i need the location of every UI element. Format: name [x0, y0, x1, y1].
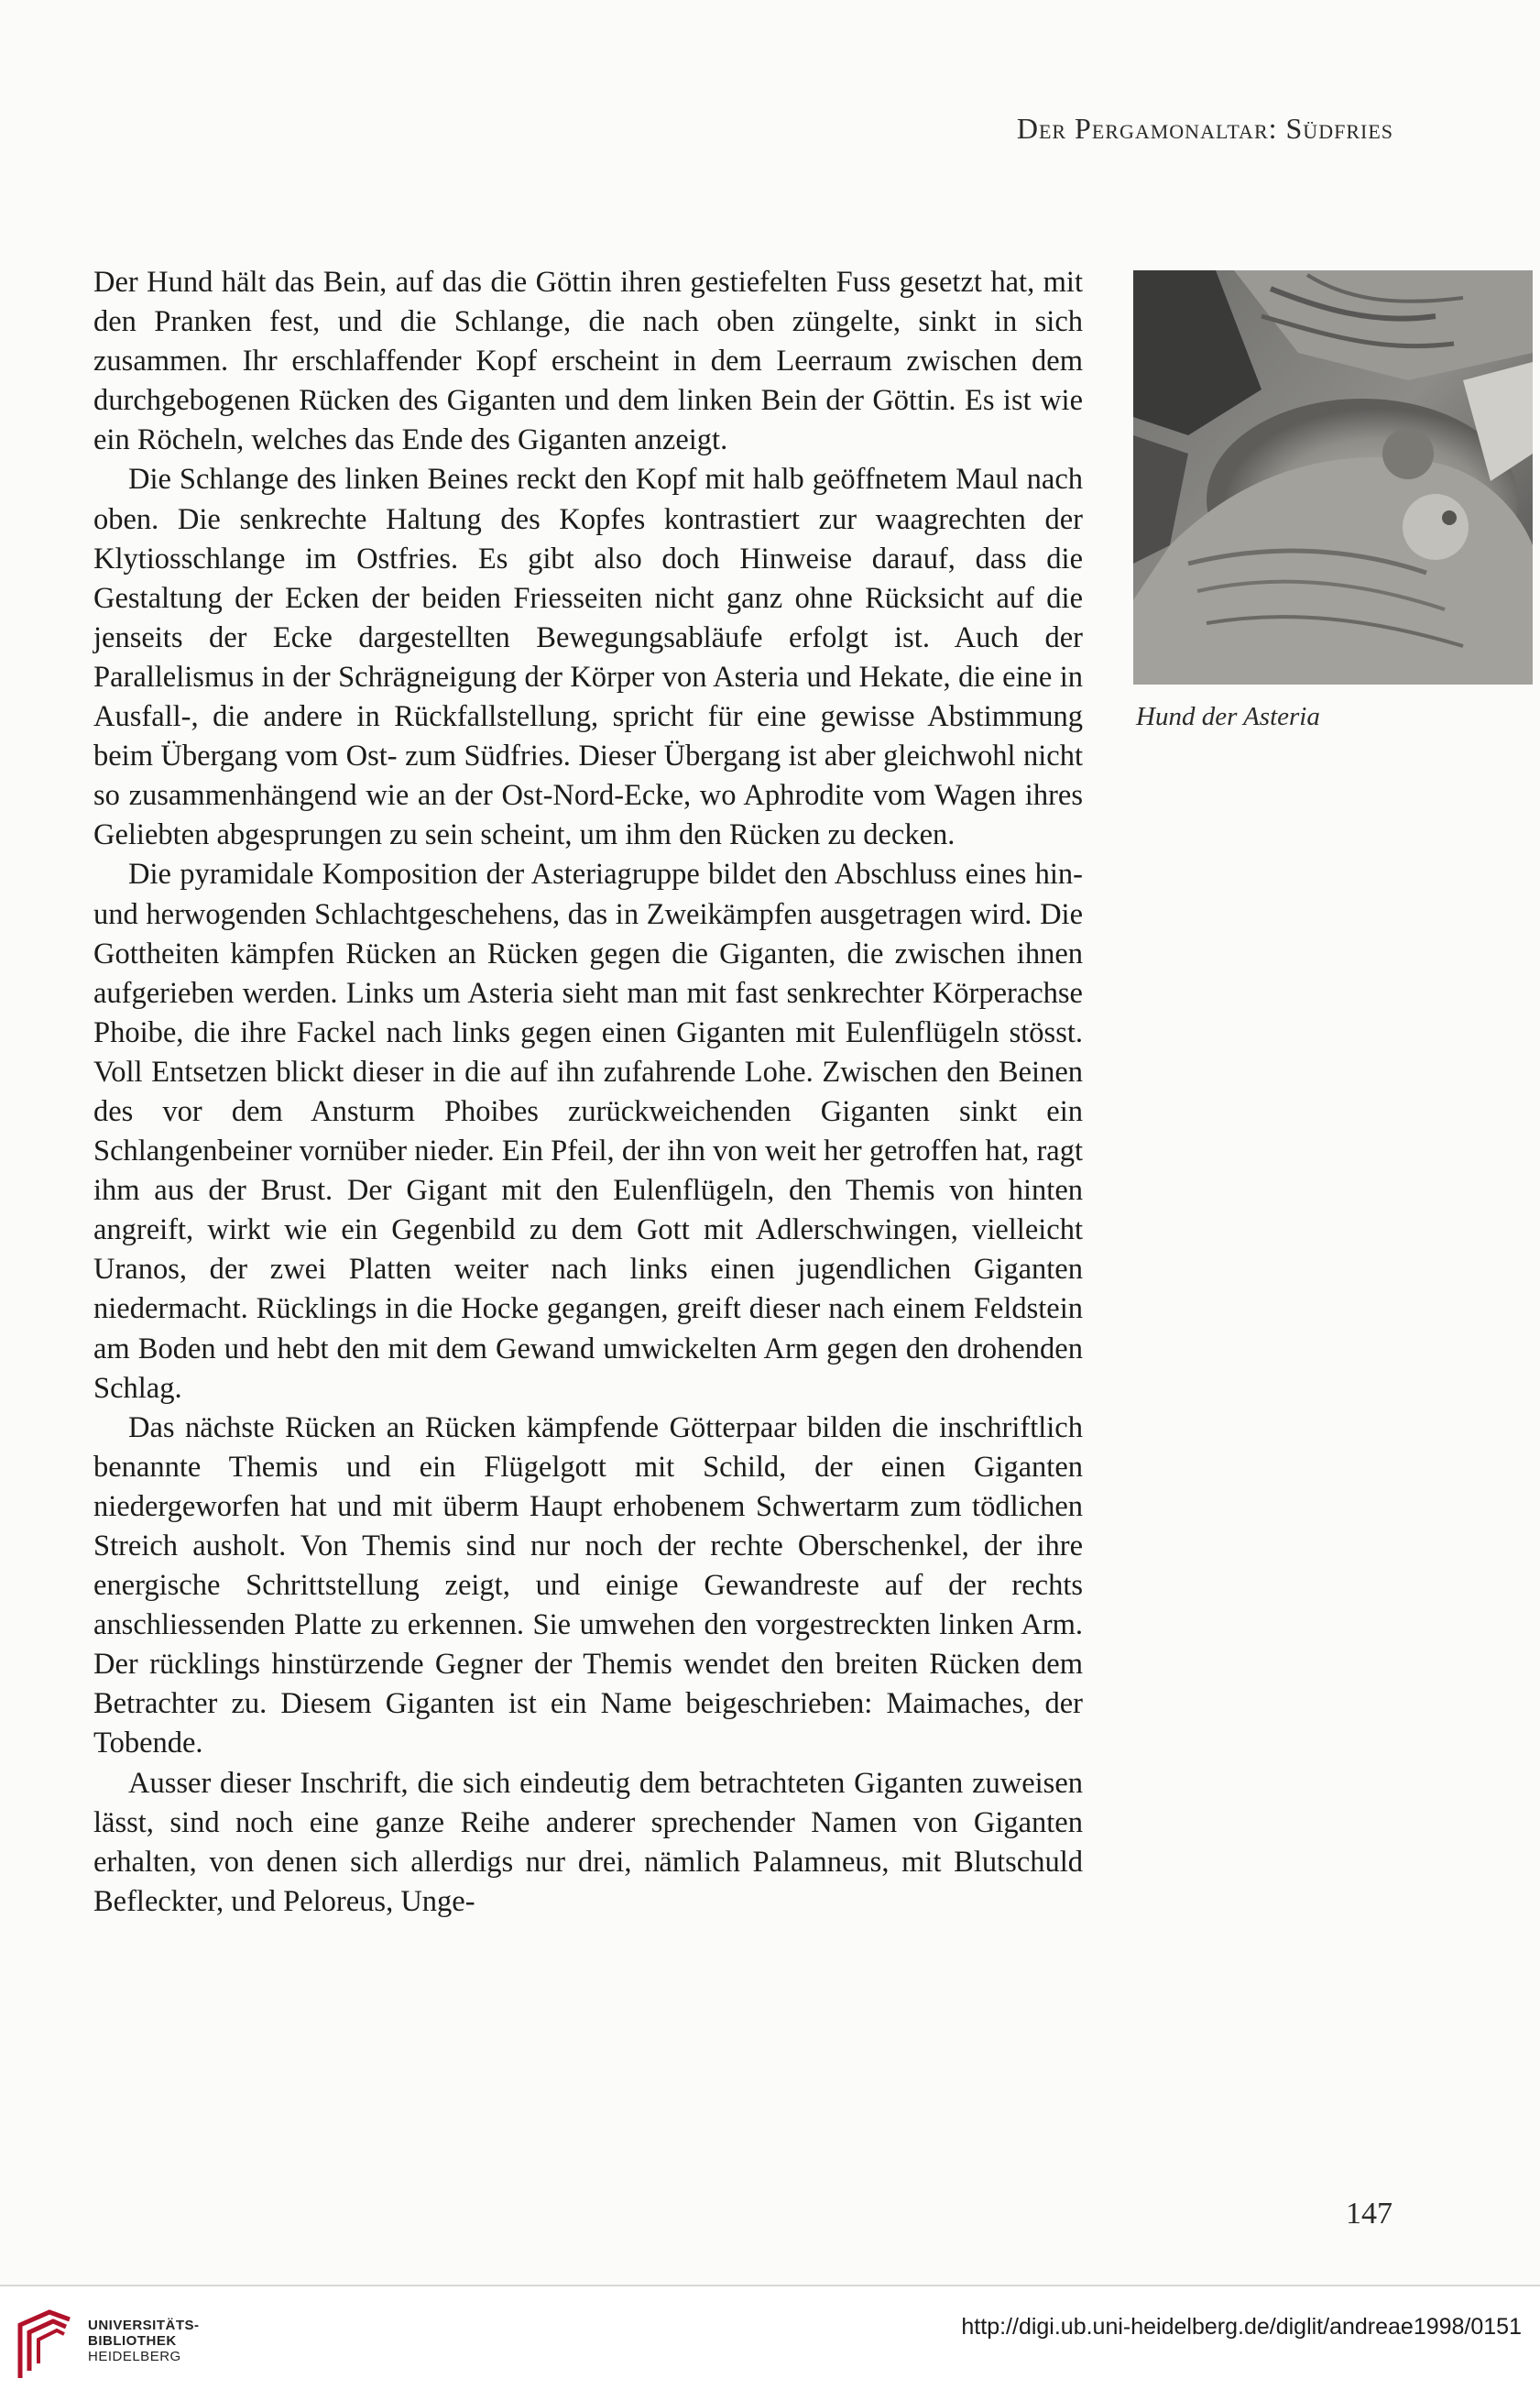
paragraph: Die Schlange des linken Beines reckt den Kopf mit halb geöffnetem Maul nach oben. Die senkrechte Haltung des Kopfes kontrastiert zur waagrechten der Klytiosschlange im Ostfries. Es gibt also doch Hinweise darauf, dass die Gestaltung der Ecken der beiden Friesseiten nicht ganz ohne Rücksicht auf die jenseits der Ecke dargestellten Bewegungsabläufe erfolgt ist. Auch der Parallelismus in der Schrägneigung der Körper von Asteria und Hekate, die eine in Ausfall-, die andere in Rückfallstellung, spricht für eine gewisse Abstimmung beim Übergang vom Ost- zum Südfries. Dieser Übergang ist aber gleichwohl nicht so zusammenhängend wie an der Ost-Nord-Ecke, wo Aphrodite vom Wagen ihres Geliebten abgesprungen zu sein scheint, um ihm den Rücken zu decken. [93, 463, 1083, 852]
relief-photo-image [1133, 270, 1533, 685]
library-name: UNIVERSITÄTS- BIBLIOTHEK HEIDELBERG [88, 2318, 200, 2364]
running-head: Der Pergamonaltar: Südfries [1016, 112, 1393, 145]
relief-photo [1133, 270, 1533, 685]
university-library-logo-icon [13, 2307, 77, 2384]
paragraph: Ausser dieser Inschrift, die sich eindeutig dem betrachteten Giganten zuweisen lässt, sind noch eine ganze Reihe anderer sprechender Namen von Giganten erhalten, von denen sich allerdigs nur drei, nämlich Palamneus, mit Blutschuld Befleckter, und Peloreus, Unge- [93, 1766, 1083, 1918]
paragraph: Der Hund hält das Bein, auf das die Göttin ihren gestiefelten Fuss gesetzt hat, mit den Pranken fest, und die Schlange, die nach oben züngelte, sinkt in sich zusammen. Ihr erschlaffender Kopf erscheint in dem Leerraum zwischen dem durchgebogenen Rücken des Giganten und dem linken Bein der Göttin. Es ist wie ein Röcheln, welches das Ende des Giganten anzeigt. [93, 266, 1083, 457]
source-url-link[interactable]: http://digi.ub.uni-heidelberg.de/diglit/andreae1998/0151 [961, 2314, 1522, 2340]
main-text-column [93, 263, 1083, 1922]
paragraph: Die pyramidale Komposition der Asteriagruppe bildet den Abschluss eines hin- und herwogenden Schlachtgeschehens, das in Zweikämpfen ausgetragen wird. Die Gottheiten kämpfen Rücken an Rücken gegen die Giganten, die zwischen ihnen aufgerieben werden. Links um Asteria sieht man mit fast senkrechter Körperachse Phoibe, die ihre Fackel nach links gegen einen Giganten mit Eulenflügeln stösst. Voll Entsetzen blickt dieser in die auf ihn zufahrende Lohe. Zwischen den Beinen des vor dem Ansturm Phoibes zurückweichenden Giganten sinkt ein Schlangenbeiner vornüber nieder. Ein Pfeil, der ihn von weit her getroffen hat, ragt ihm aus der Brust. Der Gigant mit den Eulenflügeln, den Themis von hinten angreift, wirkt wie ein Gegenbild zu dem Gott mit Adlerschwingen, vielleicht Uranos, der zwei Platten weiter nach links einen jugendlichen Giganten niedermacht. Rücklings in die Hocke gegangen, greift dieser nach einem Feldstein am Boden und hebt den mit dem Gewand umwickelten Arm gegen den drohenden Schlag. [93, 858, 1083, 1405]
paragraph: Das nächste Rücken an Rücken kämpfende Götterpaar bilden die inschriftlich benannte Themis und ein Flügelgott mit Schild, der einen Giganten niedergeworfen hat und mit überm Haupt erhobenem Schwertarm zum tödlichen Streich ausholt. Von Themis sind nur noch der rechte Oberschenkel, der ihre energische Schrittstellung zeigt, und einige Gewandreste auf der rechts anschliessenden Platte zu erkennen. Sie umwehen den vorgestreckten linken Arm. Der rücklings hinstürzende Gegner der Themis wendet den breiten Rücken dem Betrachter zu. Diesem Giganten ist ein Name beigeschrieben: Maimaches, der Tobende. [93, 1410, 1083, 1760]
digitization-footer [0, 2285, 1540, 2401]
figure-caption: Hund der Asteria [1136, 702, 1320, 731]
page-number: 147 [1346, 2197, 1393, 2231]
